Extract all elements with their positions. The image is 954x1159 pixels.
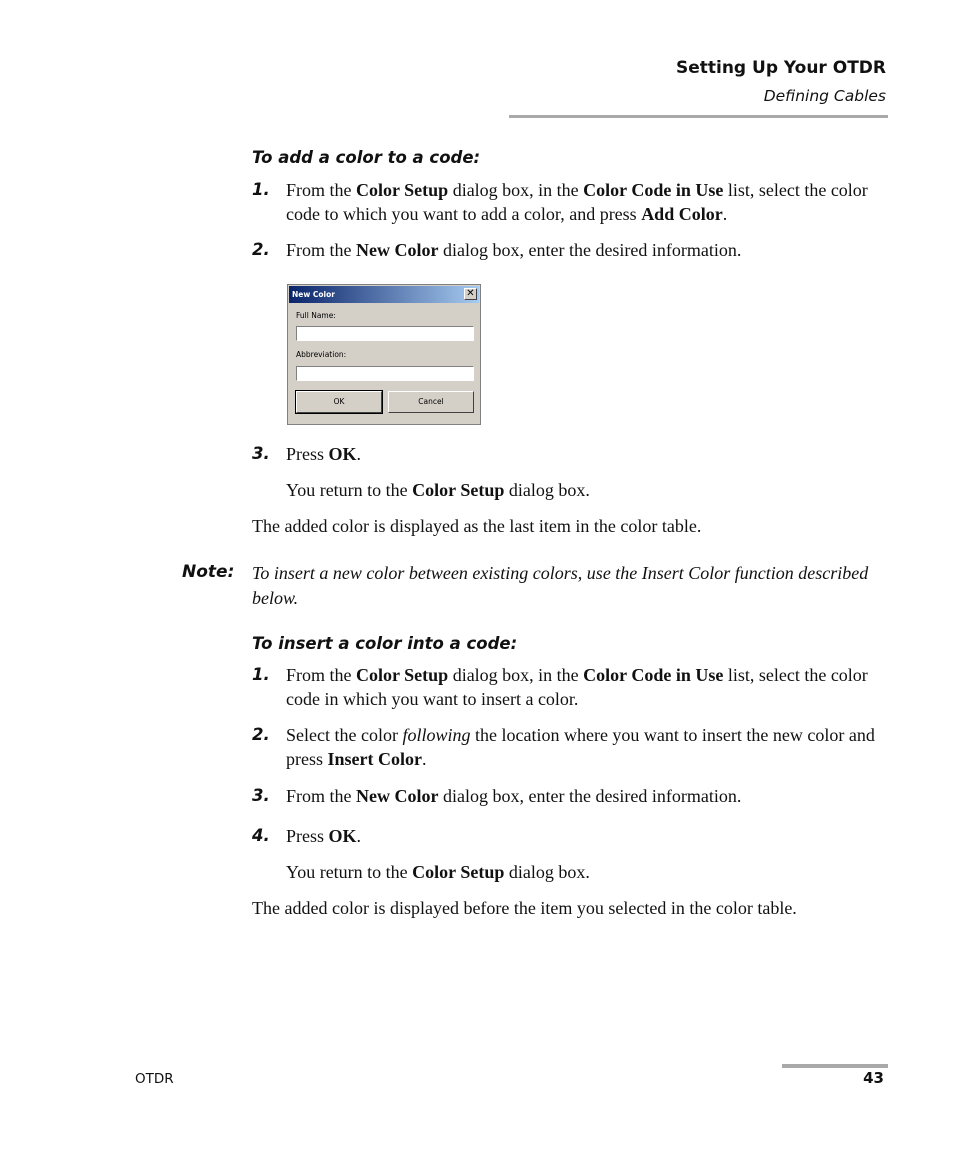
dialog-title-bar bbox=[289, 286, 479, 303]
step-number: 1. bbox=[252, 180, 270, 199]
running-header-subtitle: Defining Cables bbox=[763, 87, 886, 105]
step-number: 4. bbox=[252, 826, 270, 845]
step-number: 1. bbox=[252, 665, 270, 684]
procedure-conclusion: The added color is displayed before the item you selected in the color table. bbox=[252, 898, 797, 918]
footer-product-name: OTDR bbox=[135, 1071, 174, 1087]
step-result-text: You return to the Color Setup dialog box. bbox=[286, 862, 590, 882]
cancel-button[interactable]: Cancel bbox=[388, 391, 474, 413]
abbreviation-label: Abbreviation: bbox=[296, 350, 347, 359]
procedure-conclusion: The added color is displayed as the last item in the color table. bbox=[252, 516, 702, 536]
note-text: To insert a new color between existing colors, use the Insert Color function described below. bbox=[252, 563, 869, 608]
footer-rule bbox=[782, 1064, 888, 1068]
step-text: From the New Color dialog box, enter the desired information. bbox=[286, 240, 742, 260]
step-number: 2. bbox=[252, 725, 270, 744]
step-number: 3. bbox=[252, 786, 270, 805]
header-rule bbox=[509, 115, 888, 118]
step-text: From the New Color dialog box, enter the desired information. bbox=[286, 786, 742, 806]
step-result-text: You return to the Color Setup dialog box. bbox=[286, 480, 590, 500]
step-number: 3. bbox=[252, 444, 270, 463]
step-text: From the Color Setup dialog box, in the Color Code in Use list, select the color code in which you want to insert a color. bbox=[286, 665, 868, 709]
step-text: Select the color following the location where you want to insert the new color and press Insert Color. bbox=[286, 725, 875, 769]
procedure-heading-insert-color: To insert a color into a code: bbox=[252, 634, 518, 653]
full-name-input[interactable] bbox=[296, 326, 474, 341]
procedure-heading-add-color: To add a color to a code: bbox=[252, 148, 481, 167]
new-color-dialog-figure bbox=[287, 284, 481, 425]
note-label: Note: bbox=[182, 562, 235, 582]
step-number: 2. bbox=[252, 240, 270, 259]
step-text: Press OK. bbox=[286, 826, 362, 846]
step-text: Press OK. bbox=[286, 444, 362, 464]
running-header-title: Setting Up Your OTDR bbox=[675, 58, 886, 78]
full-name-label: Full Name: bbox=[296, 311, 336, 320]
ok-button[interactable]: OK bbox=[296, 391, 382, 413]
close-icon[interactable]: ✕ bbox=[464, 288, 477, 300]
abbreviation-input[interactable] bbox=[296, 366, 474, 381]
page-number: 43 bbox=[863, 1069, 884, 1087]
dialog-title: New Color bbox=[292, 290, 335, 299]
step-text: From the Color Setup dialog box, in the Color Code in Use list, select the color code to which you want to add a color, and press Add Color. bbox=[286, 180, 868, 224]
